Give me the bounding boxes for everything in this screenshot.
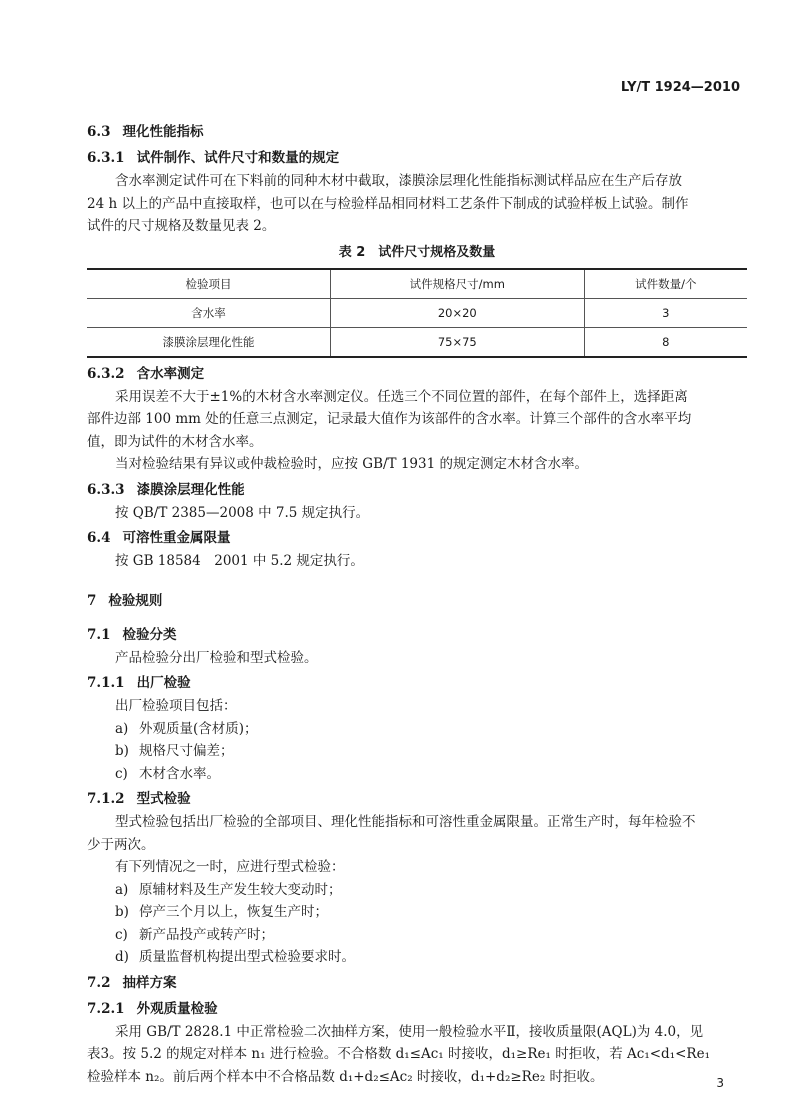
section-number: 7.2 (87, 974, 111, 991)
paragraph-line: 按 GB 18584 2001 中 5.2 规定执行。 (115, 553, 364, 569)
list-item: d) 质量监督机构提出型式检验要求时。 (115, 949, 355, 965)
list-item: c) 木材含水率。 (115, 765, 220, 782)
table-header-cell: 试件规格尺寸/mm (331, 269, 585, 299)
paragraph-line: 少于两次。 (87, 836, 155, 853)
section-6-3-2-heading (87, 362, 747, 386)
section-title: 外观质量检验 (136, 1000, 218, 1017)
paragraph-line: 24 h 以上的产品中直接取样，也可以在与检验样品相同材料工艺条件下制成的试验样板上试验。制作 (87, 195, 689, 212)
section-number: 6.3 (87, 124, 111, 140)
list-intro: 有下列情况之一时，应进行型式检验： (115, 859, 345, 875)
list-item: b) 规格尺寸偏差； (115, 743, 234, 759)
table-row (87, 298, 747, 327)
section-number: 7.1 (87, 626, 111, 643)
section-7-heading (87, 589, 747, 613)
paragraph-line: 按 QB/T 2385—2008 中 7.5 规定执行。 (115, 504, 370, 521)
paragraph-line: 表3。按 5.2 的规定对样本 n₁ 进行检验。不合格数 d₁≤Ac₁ 时接收，d₁≥Re₁ 时拒收，若 Ac₁<d₁<Re₁ (87, 1046, 710, 1062)
paragraph-line: 部件边部 100 mm 处的任意三点测定，记录最大值作为该部件的含水率。计算三个部件的含水率平均 (87, 411, 692, 427)
section-number: 7.1.1 (87, 675, 125, 691)
section-7-1-1-heading (87, 671, 747, 695)
section-number: 6.3.3 (87, 481, 125, 498)
table-header-cell: 试件数量/个 (584, 269, 747, 299)
table-cell: 75×75 (331, 327, 585, 357)
section-title: 漆膜涂层理化性能 (136, 481, 245, 498)
section-7-2-heading (87, 971, 747, 995)
section-6-4-heading (87, 526, 747, 550)
section-number: 6.4 (87, 530, 111, 546)
section-title: 型式检验 (136, 791, 191, 807)
paragraph-line: 采用误差不大于±1%的木材含水率测定仪。任选三个不同位置的部件，在每个部件上，选择距离 (115, 388, 688, 405)
table-cell: 8 (584, 327, 747, 357)
section-number: 7.1.2 (87, 791, 125, 807)
table-cell: 含水率 (87, 298, 331, 327)
page-content (87, 118, 747, 1088)
section-title: 理化性能指标 (122, 124, 204, 140)
standard-code: LY/T 1924—2010 (620, 80, 740, 95)
section-6-3-heading (87, 120, 747, 144)
table-cell: 20×20 (331, 298, 585, 327)
paragraph-line: 值，即为试件的木材含水率。 (87, 433, 263, 450)
table-header-row (87, 269, 747, 299)
section-title: 含水率测定 (136, 365, 205, 382)
section-title: 检验规则 (108, 592, 163, 609)
paragraph-line: 产品检验分出厂检验和型式检验。 (115, 649, 318, 666)
section-title: 出厂检验 (136, 675, 191, 691)
table-cell: 3 (584, 298, 747, 327)
section-7-1-heading (87, 623, 747, 647)
section-title: 试件制作、试件尺寸和数量的规定 (136, 150, 340, 166)
section-title: 抽样方案 (122, 974, 177, 991)
section-title: 检验分类 (122, 626, 177, 643)
section-number: 7.2.1 (87, 1000, 125, 1017)
paragraph-line: 当对检验结果有异议或仲裁检验时，应按 GB/T 1931 的规定测定木材含水率。 (115, 456, 588, 472)
section-number: 6.3.1 (87, 150, 125, 166)
paragraph-line: 含水率测定试件可在下料前的同种木材中截取，漆膜涂层理化性能指标测试样品应在生产后存放 (115, 173, 682, 189)
section-number: 6.3.2 (87, 365, 125, 382)
section-7-1-2-heading (87, 787, 747, 811)
table-caption: 表 2 试件尺寸规格及数量 (338, 244, 496, 260)
list-item: b) 停产三个月以上，恢复生产时； (115, 904, 328, 920)
list-item: a) 外观质量(含材质)； (115, 720, 258, 737)
list-intro: 出厂检验项目包括： (115, 698, 237, 714)
table-header-cell: 检验项目 (87, 269, 331, 299)
section-number: 7 (87, 592, 97, 609)
table-row (87, 327, 747, 357)
paragraph-line: 检验样本 n₂。前后两个样本中不合格品数 d₁+d₂≤Ac₂ 时接收，d₁+d₂≥Re₂ 时拒收。 (87, 1068, 604, 1085)
spec-table (87, 268, 747, 358)
section-6-3-3-heading (87, 478, 747, 502)
paragraph-line: 型式检验包括出厂检验的全部项目、理化性能指标和可溶性重金属限量。正常生产时，每年检验不 (115, 814, 696, 830)
list-item: a) 原辅材料及生产发生较大变动时； (115, 881, 342, 898)
table-cell: 漆膜涂层理化性能 (87, 327, 331, 357)
paragraph-line: 采用 GB/T 2828.1 中正常检验二次抽样方案，使用一般检验水平Ⅱ，接收质量限(AQL)为 4.0，见 (115, 1023, 704, 1040)
section-title: 可溶性重金属限量 (122, 530, 231, 546)
section-6-3-1-heading (87, 146, 747, 170)
section-7-2-1-heading (87, 997, 747, 1021)
list-item: c) 新产品投产或转产时； (115, 926, 274, 943)
page-number: 3 (716, 1076, 724, 1090)
paragraph-line: 试件的尺寸规格及数量见表 2。 (87, 218, 276, 234)
